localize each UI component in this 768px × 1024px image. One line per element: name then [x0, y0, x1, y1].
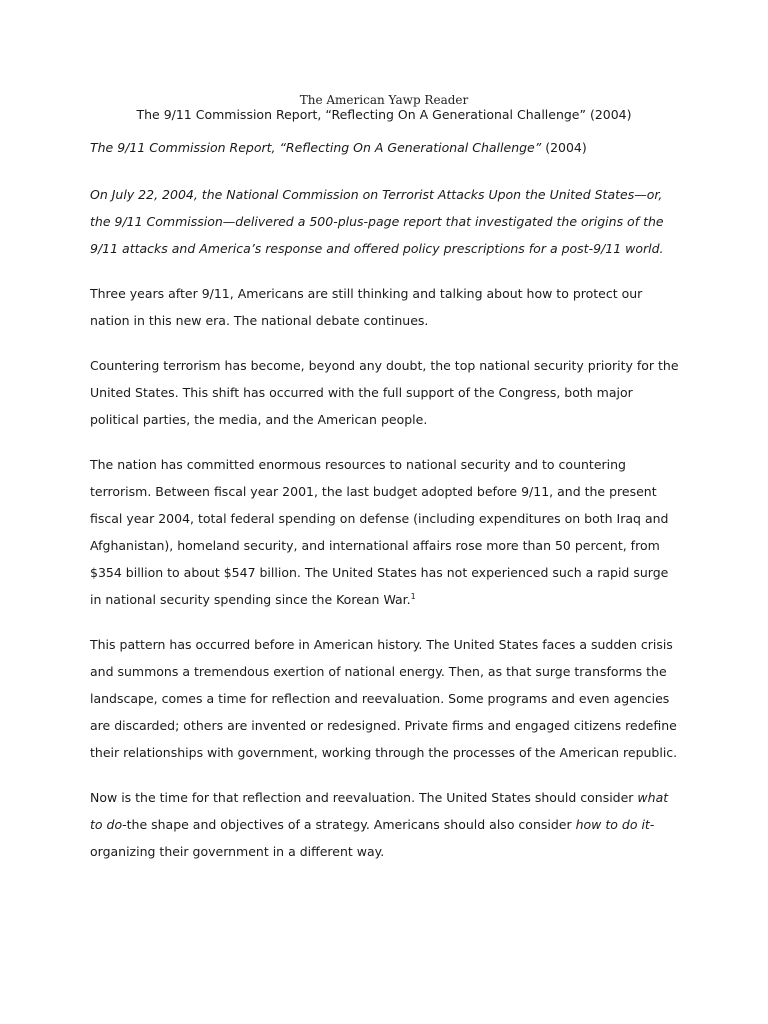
- footnote-marker: 1: [410, 591, 416, 601]
- paragraph-5-part1: Now is the time for that reflection and reevaluation. The United States should consider: [90, 790, 638, 805]
- paragraph-5-emphasis-what: what to do: [90, 790, 669, 832]
- paragraph-4: This pattern has occurred before in American history. The United States faces a sudden crisis and summons a tremendous exertion of national energy. Then, as that surge transforms the landscape, comes a time for reflection and reevaluation. Some programs and even agencies are discarded; others are invented or redesigned. Private firms and engaged citizens redefine their relationships with government, working through the processes of the American republic.: [90, 637, 678, 760]
- paragraph-5-part2: -the shape and objectives of a strategy. Americans should also consider: [122, 817, 576, 832]
- paragraph-5-part3: -organizing their government in a different way.: [90, 817, 655, 859]
- intro-paragraph: On July 22, 2004, the National Commission on Terrorist Attacks Upon the United States—or, the 9/11 Commission—delivered a 500-plus-page report that investigated the origins of the 9/11 attacks and America’s response and offered policy prescriptions for a post-9/11 world.: [90, 187, 664, 256]
- subtitle-italic: The 9/11 Commission Report, “Reflecting On A Generational Challenge”: [90, 140, 542, 155]
- paragraph-1: Three years after 9/11, Americans are still thinking and talking about how to protect our nation in this new era. The national debate continues.: [90, 286, 643, 328]
- paragraph-2: Countering terrorism has become, beyond any doubt, the top national security priority for the United States. This shift has occurred with the full support of the Congress, both major political parties, the media, and the American people.: [90, 358, 679, 427]
- running-header-document: The 9/11 Commission Report, “Reflecting On A Generational Challenge” (2004): [136, 107, 632, 122]
- paragraph-5-emphasis-how: how to do it: [575, 817, 650, 832]
- subtitle-year: (2004): [541, 140, 587, 155]
- document-body: [90, 138, 680, 865]
- running-header-title: The American Yawp Reader: [299, 93, 469, 107]
- document-subtitle: [90, 138, 680, 158]
- paragraph-3-text: The nation has committed enormous resources to national security and to countering terrorism. Between fiscal year 2001, the last budget adopted before 9/11, and the present fiscal year 2004, total federal spending on defense (including expenditures on both Iraq and Afghanistan), homeland security, and international affairs rose more than 50 percent, from $354 billion to about $547 billion. The United States has not experienced such a rapid surge in national security spending since the Korean War.: [90, 457, 669, 607]
- paragraph-3: [90, 451, 680, 613]
- paragraph-5: [90, 784, 680, 865]
